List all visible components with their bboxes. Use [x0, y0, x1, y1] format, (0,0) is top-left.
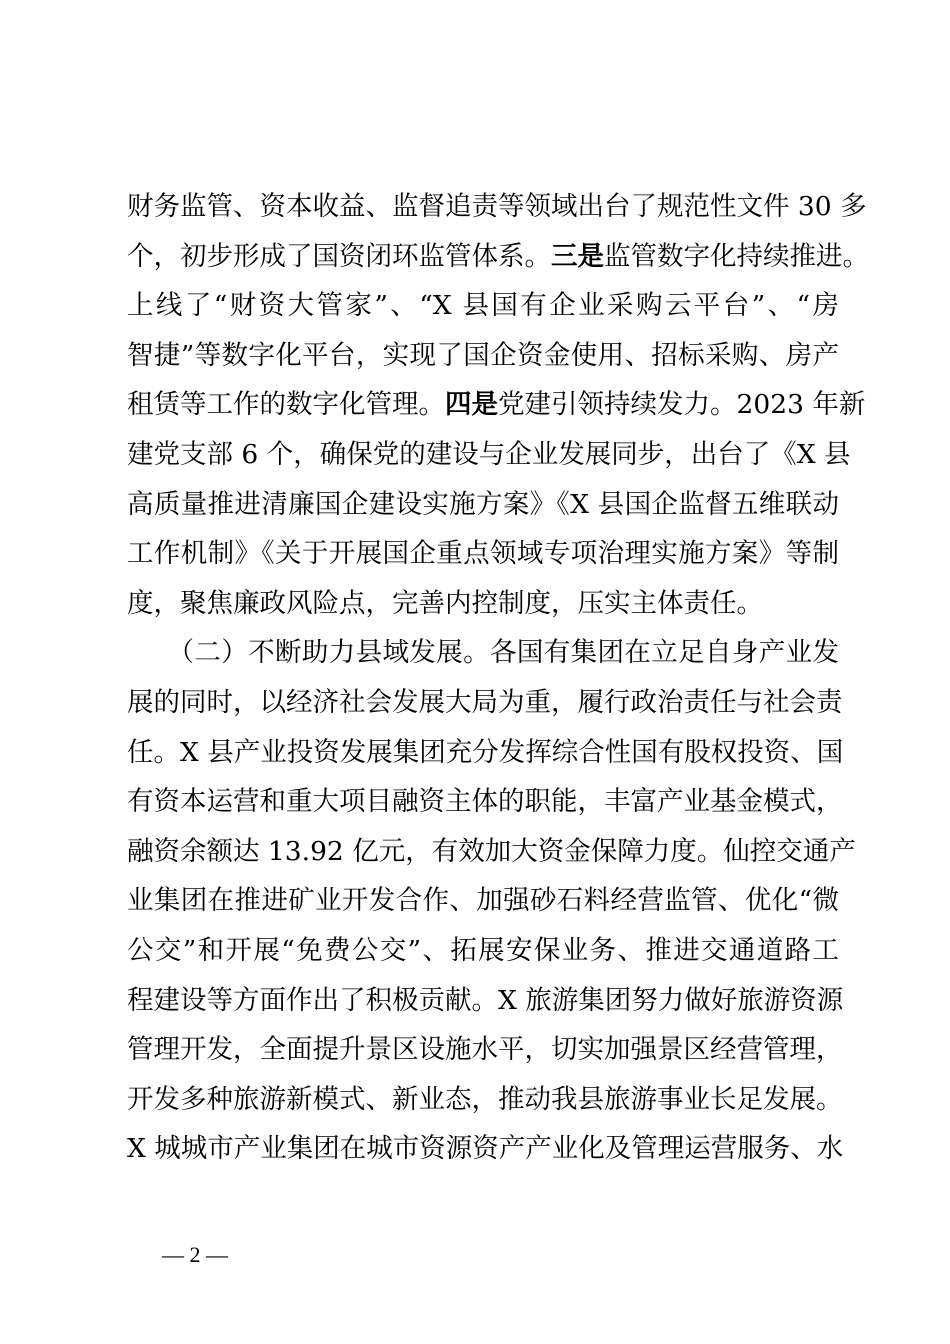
text-run: 管理开发，全面提升景区设施水平，切实加强景区经营管理， [127, 1034, 843, 1066]
text-line [127, 182, 867, 232]
text-line [127, 430, 851, 480]
text-run: 度，聚焦廉政风险点，完善内控制度，压实主体责任。 [127, 587, 763, 619]
text-run: 建党支部 6 个，确保党的建设与企业发展同步，出台了《X 县 [127, 438, 851, 470]
text-line [127, 480, 839, 530]
text-line [127, 876, 839, 926]
text-run: 展的同时，以经济社会发展大局为重，履行政治责任与社会责 [127, 686, 843, 718]
text-line [127, 728, 844, 778]
text-line [127, 1025, 843, 1075]
text-run: 业集团在推进矿业开发合作、加强砂石料经营监管、优化“微 [127, 885, 839, 917]
text-line [127, 1124, 844, 1174]
text-run: X 城城市产业集团在城市资源资产产业化及管理运营服务、水 [127, 1133, 844, 1165]
text-run: 融资余额达 13.92 亿元，有效加大资金保障力度。仙控交通产 [127, 835, 856, 867]
text-line [127, 777, 843, 827]
text-line [127, 281, 839, 331]
bold-lead-phrase: 四是 [445, 389, 498, 421]
text-run: 高质量推进清廉国企建设实施方案》《X 县国企监督五维联动 [127, 488, 839, 520]
text-run: 租赁等工作的数字化管理。 [127, 389, 445, 421]
text-run: （二）不断助力县域发展。各国有集团在立足自身产业发 [127, 637, 839, 669]
text-run: 任。X 县产业投资发展集团充分发挥综合性国有股权投资、国 [127, 736, 844, 768]
text-run: 上线了“财资大管家”、“X 县国有企业采购云平台”、“房 [127, 290, 839, 322]
text-line [127, 380, 866, 430]
text-line [127, 1075, 843, 1125]
text-run: 智捷”等数字化平台，实现了国企资金使用、招标采购、房产 [127, 339, 839, 371]
text-line [127, 232, 869, 282]
text-run: 个，初步形成了国资闭环监管体系。 [127, 240, 551, 272]
text-run: 监管数字化持续推进。 [604, 240, 869, 272]
body-text [127, 182, 869, 1174]
bold-lead-phrase: 三是 [551, 240, 604, 272]
text-run: 公交”和开展“免费公交”、拓展安保业务、推进交通道路工 [127, 934, 839, 966]
text-run: 程建设等方面作出了积极贡献。X 旅游集团努力做好旅游资源 [127, 984, 844, 1016]
text-line [127, 976, 844, 1026]
text-line [127, 331, 839, 381]
text-line [127, 628, 839, 678]
text-run: 开发多种旅游新模式、新业态，推动我县旅游事业长足发展。 [127, 1083, 843, 1115]
text-run: 财务监管、资本收益、监督追责等领域出台了规范性文件 30 多 [127, 191, 867, 222]
text-line [127, 529, 839, 579]
text-run: 工作机制》《关于开展国企重点领域专项治理实施方案》等制 [127, 538, 839, 570]
text-line [127, 579, 839, 629]
text-line [127, 827, 856, 877]
text-run: 党建引领持续发力。2023 年新 [498, 389, 866, 421]
text-line [127, 926, 839, 976]
page-number: — 2 — [162, 1242, 228, 1267]
text-run: 有资本运营和重大项目融资主体的职能，丰富产业基金模式， [127, 786, 843, 818]
text-line [127, 678, 843, 728]
